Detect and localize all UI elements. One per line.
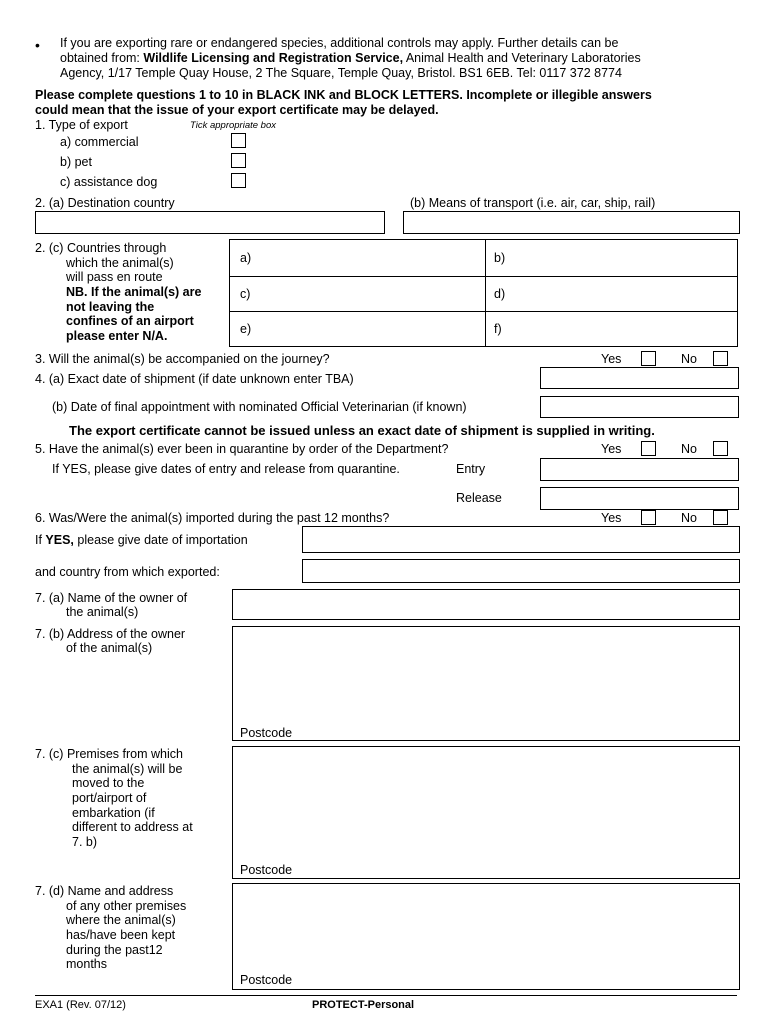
q7c-line-7: 7. b) <box>72 835 98 849</box>
quarantine-entry-date-field[interactable] <box>540 458 739 481</box>
q7d-line-6: months <box>66 957 107 971</box>
q6-date-suffix: please give date of importation <box>73 533 248 547</box>
cell-label: c) <box>240 287 251 301</box>
owner-address-field[interactable] <box>232 626 740 741</box>
q1-label: 1. Type of export <box>35 118 128 132</box>
q2c-line-2: which the animal(s) <box>66 256 174 270</box>
transit-country-cell-d[interactable] <box>486 277 738 311</box>
intro-line-2 <box>60 51 641 66</box>
q6-yes-label: Yes <box>601 511 622 525</box>
q1-option-commercial: a) commercial <box>60 135 139 149</box>
transit-country-cell-b[interactable] <box>486 240 738 276</box>
q7a-line-2: the animal(s) <box>66 605 139 619</box>
q6-yes-checkbox[interactable] <box>641 510 656 525</box>
q2c-nb-line-1: NB. If the animal(s) are <box>66 285 202 299</box>
intro-line-1: If you are exporting rare or endangered species, additional controls may apply. Further details can be <box>60 36 619 50</box>
bullet-icon: • <box>35 37 40 53</box>
transit-country-cell-f[interactable] <box>486 312 738 347</box>
q3-no-label: No <box>681 352 697 366</box>
q1-commercial-checkbox[interactable] <box>231 133 246 148</box>
cell-label: d) <box>494 287 506 301</box>
q3-yes-checkbox[interactable] <box>641 351 656 366</box>
other-premises-field[interactable] <box>232 883 740 990</box>
q7b-line-2: of the animal(s) <box>66 641 153 655</box>
instructions-line-1: Please complete questions 1 to 10 in BLACK INK and BLOCK LETTERS. Incomplete or illegible answers <box>35 88 652 102</box>
q7c-line-5: embarkation (if <box>72 806 155 820</box>
transit-country-cell-a[interactable] <box>230 240 485 276</box>
transit-countries-grid <box>229 239 738 347</box>
means-of-transport-field[interactable] <box>403 211 740 234</box>
q2c-nb-line-2: not leaving the <box>66 300 155 314</box>
q3-label: 3. Will the animal(s) be accompanied on the journey? <box>35 352 330 366</box>
q2c-line-1: 2. (c) Countries through <box>35 241 167 255</box>
form-code: EXA1 (Rev. 07/12) <box>35 999 126 1011</box>
q7a-line-1: 7. (a) Name of the owner of <box>35 591 188 605</box>
q2c-nb-line-4: please enter N/A. <box>66 329 168 343</box>
q4b-label: (b) Date of final appointment with nominated Official Veterinarian (if known) <box>52 400 467 414</box>
q6-no-label: No <box>681 511 697 525</box>
q2a-label: 2. (a) Destination country <box>35 196 175 210</box>
q7d-line-4: has/have been kept <box>66 928 176 942</box>
q5-release-label: Release <box>456 491 502 505</box>
q7c-line-1: 7. (c) Premises from which <box>35 747 183 761</box>
q1-pet-checkbox[interactable] <box>231 153 246 168</box>
q3-yes-label: Yes <box>601 352 622 366</box>
embarkation-premises-field[interactable] <box>232 746 740 879</box>
q7b-line-1: 7. (b) Address of the owner <box>35 627 186 641</box>
q1-option-assistance-dog: c) assistance dog <box>60 175 158 189</box>
q5-entry-label: Entry <box>456 462 486 476</box>
footer-divider <box>35 995 737 996</box>
instructions-line-2: could mean that the issue of your export certificate may be delayed. <box>35 103 439 117</box>
q3-no-checkbox[interactable] <box>713 351 728 366</box>
q6-label: 6. Was/Were the animal(s) imported during the past 12 months? <box>35 511 390 525</box>
owner-address-postcode-label: Postcode <box>240 726 293 740</box>
transit-country-cell-e[interactable] <box>230 312 485 347</box>
q7c-line-3: moved to the <box>72 776 145 790</box>
q7c-line-4: port/airport of <box>72 791 147 805</box>
owner-name-field[interactable] <box>232 589 740 620</box>
intro-line-2-prefix: obtained from: <box>60 51 144 65</box>
q2b-label: (b) Means of transport (i.e. air, car, ship, rail) <box>410 196 656 210</box>
q7d-line-5: during the past12 <box>66 943 163 957</box>
q7d-line-3: where the animal(s) <box>66 913 176 927</box>
q5-no-checkbox[interactable] <box>713 441 728 456</box>
shipment-date-field[interactable] <box>540 367 739 389</box>
q2c-line-3: will pass en route <box>66 270 163 284</box>
shipment-date-warning: The export certificate cannot be issued unless an exact date of shipment is supplied in writing. <box>69 423 655 438</box>
destination-country-field[interactable] <box>35 211 385 234</box>
q5-sub-label: If YES, please give dates of entry and release from quarantine. <box>52 462 400 476</box>
q6-date-bold: YES, <box>45 533 74 547</box>
q7d-line-2: of any other premises <box>66 899 187 913</box>
q6-date-prefix: If <box>35 533 46 547</box>
q7d-line-1: 7. (d) Name and address <box>35 884 174 898</box>
q5-yes-label: Yes <box>601 442 622 456</box>
transit-country-cell-c[interactable] <box>230 277 485 311</box>
q1-assistance-dog-checkbox[interactable] <box>231 173 246 188</box>
q2c-nb-line-3: confines of an airport <box>66 314 194 328</box>
intro-line-2-bold: Wildlife Licensing and Registration Service, <box>143 51 404 65</box>
q6-no-checkbox[interactable] <box>713 510 728 525</box>
q5-yes-checkbox[interactable] <box>641 441 656 456</box>
q6-date-label <box>35 533 248 548</box>
cell-label: a) <box>240 251 252 265</box>
intro-line-2-suffix: Animal Health and Veterinary Laboratories <box>403 51 641 65</box>
cell-label: b) <box>494 251 506 265</box>
quarantine-release-date-field[interactable] <box>540 487 739 510</box>
q7c-line-6: different to address at <box>72 820 193 834</box>
other-premises-postcode-label: Postcode <box>240 973 293 987</box>
importation-date-field[interactable] <box>302 526 740 553</box>
cell-label: f) <box>494 322 502 336</box>
protective-marking: PROTECT-Personal <box>312 999 415 1011</box>
vet-appointment-date-field[interactable] <box>540 396 739 418</box>
q1-option-pet: b) pet <box>60 155 92 169</box>
embarkation-postcode-label: Postcode <box>240 863 293 877</box>
q6-country-label: and country from which exported: <box>35 565 220 579</box>
q5-label: 5. Have the animal(s) ever been in quarantine by order of the Department? <box>35 442 449 456</box>
intro-line-3: Agency, 1/17 Temple Quay House, 2 The Square, Temple Quay, Bristol. BS1 6EB. Tel: 0117 372 8774 <box>60 66 622 80</box>
q4a-label: 4. (a) Exact date of shipment (if date unknown enter TBA) <box>35 372 354 386</box>
exporting-country-field[interactable] <box>302 559 740 583</box>
q5-no-label: No <box>681 442 697 456</box>
q7c-line-2: the animal(s) will be <box>72 762 183 776</box>
cell-label: e) <box>240 322 252 336</box>
q1-hint: Tick appropriate box <box>190 120 276 131</box>
